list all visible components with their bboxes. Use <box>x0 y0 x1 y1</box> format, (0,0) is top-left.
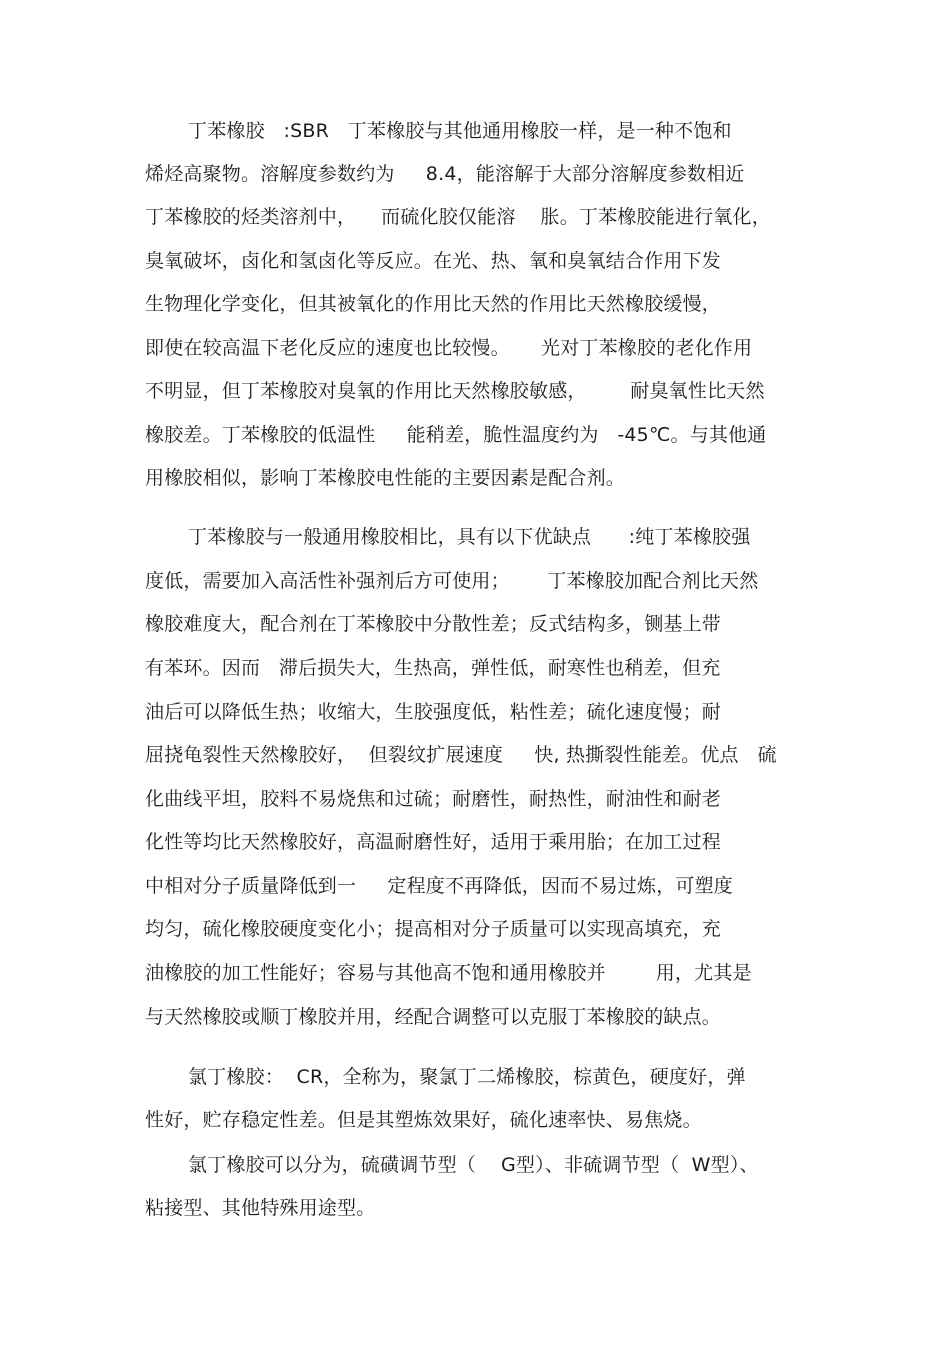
text-line: 粘接型、其他特殊用途型。 <box>145 1197 376 1219</box>
text-line: 油后可以降低生热；收缩大，生胶强度低，粘性差；硫化速度慢；耐 <box>145 701 722 723</box>
text-line: 油橡胶的加工性能好；容易与其他高不饱和通用橡胶并 用，尤其是 <box>145 962 752 984</box>
text-line: 中相对分子质量降低到一 定程度不再降低，因而不易过炼，可塑度 <box>145 875 733 897</box>
text-line: 用橡胶相似，影响丁苯橡胶电性能的主要因素是配合剂。 <box>145 467 626 489</box>
text-line: 度低，需要加入高活性补强剂后方可使用； 丁苯橡胶加配合剂比天然 <box>145 570 759 592</box>
text-line: 丁苯橡胶的烃类溶剂中， 而硫化胶仅能溶 胀。丁苯橡胶能进行氧化， <box>145 206 771 228</box>
text-line: 即使在较高温下老化反应的速度也比较慢。 光对丁苯橡胶的老化作用 <box>145 337 753 359</box>
text-line: 氯丁橡胶可以分为，硫磺调节型（ G型）、非硫调节型（ W型）、 <box>188 1154 759 1176</box>
text-line: 丁苯橡胶与一般通用橡胶相比，具有以下优缺点 :纯丁苯橡胶强 <box>188 526 751 548</box>
text-line: 烯烃高聚物。溶解度参数约为 8.4，能溶解于大部分溶解度参数相近 <box>145 163 745 185</box>
text-line: 有苯环。因而 滞后损失大，生热高，弹性低，耐寒性也稍差，但充 <box>145 657 721 679</box>
text-line: 橡胶难度大，配合剂在丁苯橡胶中分散性差；反式结构多，铡基上带 <box>145 613 722 635</box>
text-line: 均匀，硫化橡胶硬度变化小；提高相对分子质量可以实现高填充，充 <box>145 918 722 940</box>
text-line: 氯丁橡胶： CR，全称为，聚氯丁二烯橡胶，棕黄色，硬度好，弹 <box>188 1066 746 1088</box>
text-line: 化曲线平坦，胶料不易烧焦和过硫；耐磨性，耐热性，耐油性和耐老 <box>145 788 722 810</box>
text-line: 丁苯橡胶 :SBR 丁苯橡胶与其他通用橡胶一样，是一种不饱和 <box>188 120 732 142</box>
text-line: 化性等均比天然橡胶好，高温耐磨性好，适用于乘用胎；在加工过程 <box>145 831 722 853</box>
text-line: 屈挠龟裂性天然橡胶好， 但裂纹扩展速度 快, 热撕裂性能差。优点 硫 <box>145 744 777 766</box>
text-line: 性好，贮存稳定性差。但是其塑炼效果好，硫化速率快、易焦烧。 <box>145 1109 702 1131</box>
text-line: 与天然橡胶或顺丁橡胶并用，经配合调整可以克服丁苯橡胶的缺点。 <box>145 1006 722 1028</box>
text-line: 生物理化学变化，但其被氧化的作用比天然的作用比天然橡胶缓慢， <box>145 293 722 315</box>
text-line: 臭氧破坏，卤化和氢卤化等反应。在光、热、氧和臭氧结合作用下发 <box>145 250 722 272</box>
text-line: 橡胶差。丁苯橡胶的低温性 能稍差，脆性温度约为 -45℃。与其他通 <box>145 424 767 446</box>
text-line: 不明显，但丁苯橡胶对臭氧的作用比天然橡胶敏感， 耐臭氧性比天然 <box>145 380 765 402</box>
